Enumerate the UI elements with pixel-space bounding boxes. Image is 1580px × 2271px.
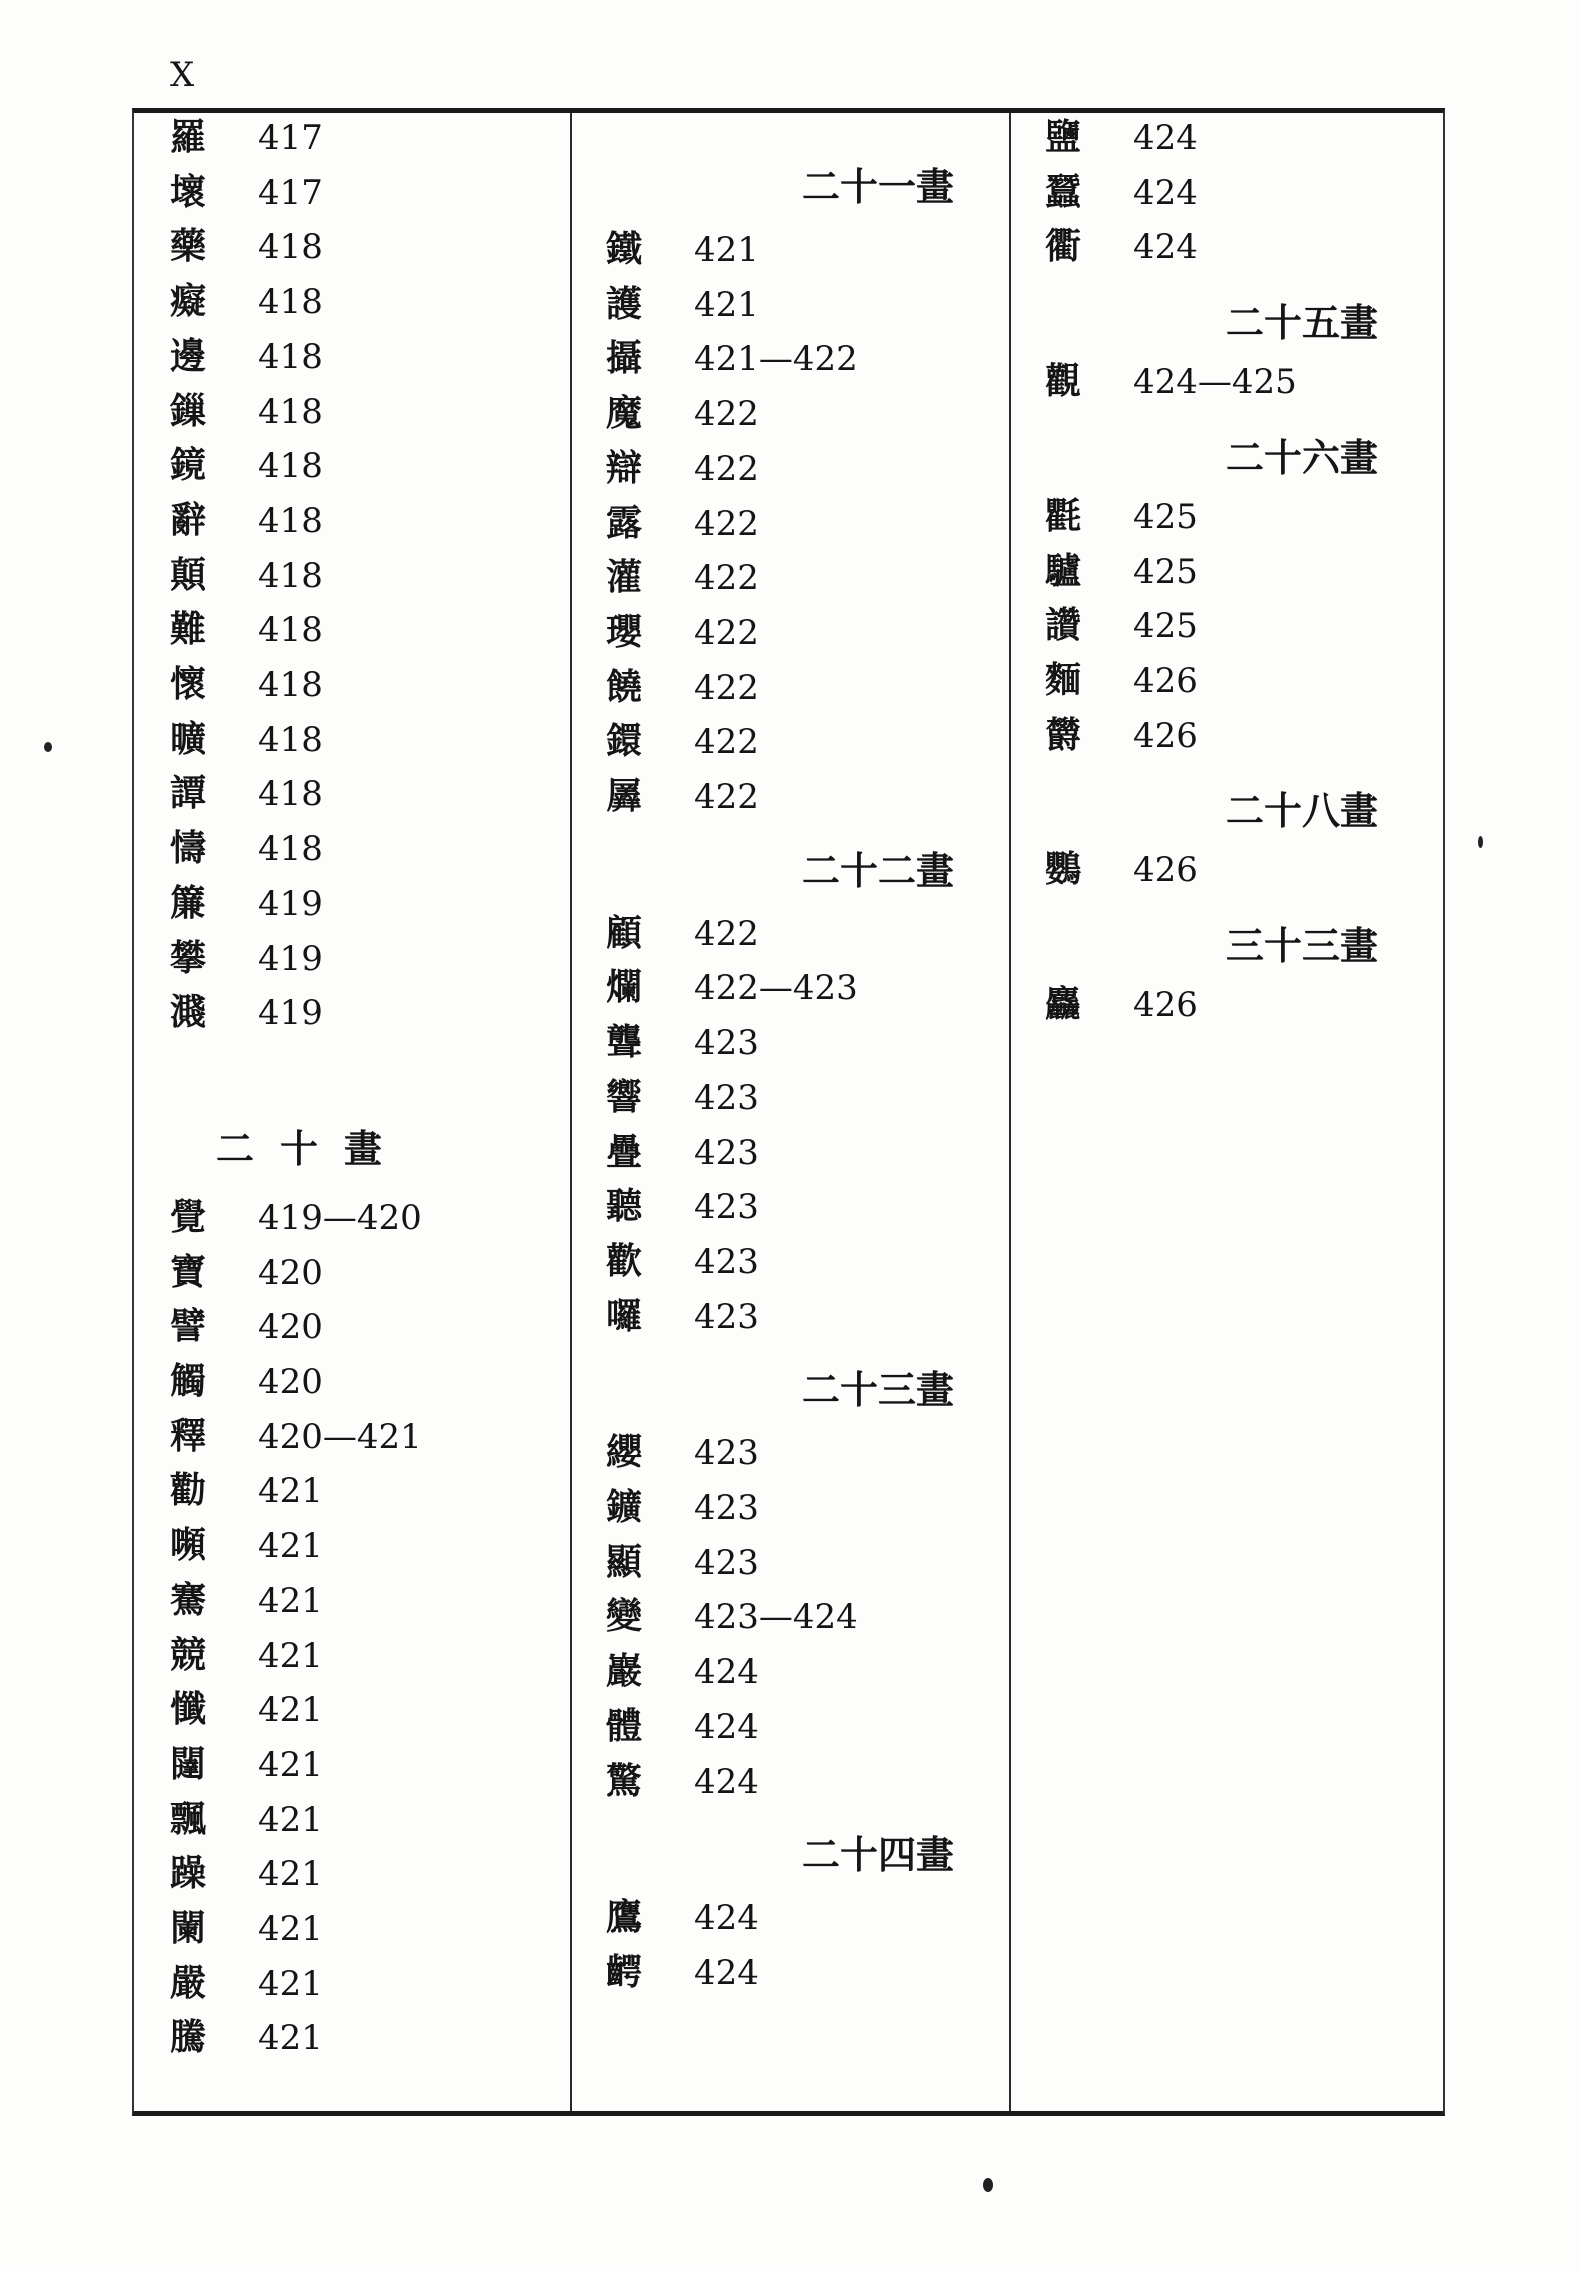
entry-pages: 418: [258, 336, 323, 377]
entry-character: 氍: [1045, 495, 1082, 537]
entry-pages: 422: [694, 558, 759, 599]
entry-pages: 424: [694, 1898, 759, 1939]
entry-pages: 418: [258, 500, 323, 541]
entry-character: 勸: [170, 1470, 207, 1512]
entry-character: 灌: [606, 557, 643, 599]
stroke-count-heading: 二十畫: [216, 1126, 409, 1171]
entry-character: 饒: [606, 666, 643, 708]
entry-pages: 418: [258, 610, 323, 651]
entry-character: 騫: [170, 1579, 207, 1621]
entry-character: 聾: [606, 1022, 643, 1064]
entry-character: 羅: [170, 117, 207, 158]
entry-character: 齶: [606, 1951, 643, 1993]
stroke-count-heading: 二十六畫: [1226, 435, 1379, 480]
entry-pages: 424: [694, 1706, 759, 1747]
entry-character: 覺: [170, 1196, 207, 1238]
entry-character: 難: [170, 609, 207, 651]
entry-character: 讚: [1045, 605, 1082, 647]
entry-pages: 421: [258, 1690, 323, 1731]
entry-character: 纓: [606, 1432, 643, 1474]
entry-pages: 424: [1133, 172, 1198, 213]
entry-pages: 422: [694, 394, 759, 435]
entry-pages: 423: [694, 1077, 759, 1118]
ink-speck: [983, 2178, 993, 2192]
entry-character: 鐵: [606, 229, 643, 270]
entry-pages: 421: [258, 1799, 323, 1840]
entry-character: 鹽: [1045, 117, 1082, 158]
entry-character: 驢: [1045, 550, 1082, 592]
entry-character: 顧: [606, 912, 643, 954]
entry-character: 闌: [170, 1908, 207, 1949]
entry-pages: 421—422: [694, 339, 858, 380]
entry-character: 顛: [170, 554, 207, 596]
entry-pages: 421: [258, 2018, 323, 2059]
entry-character: 曠: [170, 718, 207, 760]
entry-pages: 421: [258, 1854, 323, 1895]
page-marker: X: [170, 55, 195, 95]
entry-pages: 421: [694, 230, 759, 270]
entry-pages: 420: [258, 1252, 323, 1293]
entry-pages: 421: [258, 1963, 323, 2004]
index-table: [132, 108, 1445, 2116]
entry-character: 鏁: [170, 390, 207, 432]
stroke-count-heading: 二十五畫: [1226, 301, 1379, 346]
entry-character: 壞: [170, 171, 207, 213]
entry-character: 觸: [170, 1361, 207, 1402]
entry-character: 歡: [606, 1240, 643, 1282]
ink-speck: [1478, 836, 1483, 848]
entry-pages: 422: [694, 913, 759, 954]
entry-pages: 418: [258, 227, 323, 268]
stroke-count-heading: 二十四畫: [802, 1833, 955, 1878]
entry-pages: 421: [258, 1580, 323, 1621]
entry-character: 魔: [606, 393, 643, 435]
entry-pages: 423: [694, 1132, 759, 1173]
entry-pages: 421: [258, 1526, 323, 1567]
entry-pages: 425: [1133, 606, 1198, 647]
entry-character: 麵: [1045, 659, 1082, 701]
entry-character: 巖: [606, 1651, 643, 1693]
entry-pages: 424: [694, 1652, 759, 1693]
stroke-count-heading: 二十一畫: [802, 165, 955, 209]
entry-pages: 423: [694, 1488, 759, 1528]
stroke-count-heading: 二十二畫: [802, 848, 955, 893]
entry-character: 鸚: [1045, 849, 1082, 891]
entry-character: 欝: [1045, 714, 1082, 756]
entry-pages: 423: [694, 1241, 759, 1282]
entry-pages: 420: [258, 1307, 323, 1348]
entry-character: 鷹: [606, 1897, 643, 1939]
entry-character: 體: [606, 1705, 643, 1747]
entry-character: 露: [606, 502, 643, 544]
entry-pages: 422: [694, 612, 759, 653]
entry-character: 衢: [1045, 226, 1082, 268]
entry-pages: 423: [694, 1542, 759, 1583]
entry-pages: 419—420: [258, 1197, 422, 1238]
entry-character: 癡: [170, 281, 207, 323]
entry-pages: 422: [694, 777, 759, 817]
entry-pages: 418: [258, 391, 323, 432]
entry-character: 簾: [170, 882, 207, 924]
entry-character: 攀: [170, 937, 207, 979]
entry-pages: 425: [1133, 551, 1198, 592]
entry-pages: 418: [258, 719, 323, 760]
entry-character: 辯: [606, 447, 643, 489]
entry-pages: 424: [1133, 118, 1198, 158]
entry-pages: 421: [694, 284, 759, 325]
stroke-count-heading: 二十八畫: [1226, 789, 1379, 834]
entry-character: 羼: [606, 776, 643, 817]
entry-character: 邊: [170, 335, 207, 377]
entry-pages: 423—424: [694, 1597, 858, 1638]
entry-pages: 426: [1133, 850, 1198, 891]
entry-character: 疊: [606, 1131, 643, 1173]
entry-pages: 423: [694, 1023, 759, 1064]
entry-character: 譚: [170, 773, 207, 815]
entry-character: 藥: [170, 226, 207, 268]
entry-pages: 426: [1133, 660, 1198, 701]
entry-character: 觀: [1045, 361, 1082, 403]
entry-character: 響: [606, 1076, 643, 1118]
entry-character: 闥: [170, 1743, 207, 1785]
entry-pages: 417: [258, 118, 323, 158]
entry-character: 顯: [606, 1541, 643, 1583]
entry-character: 蠶: [1045, 171, 1082, 213]
entry-character: 驚: [606, 1760, 643, 1802]
entry-character: 懷: [170, 664, 207, 705]
stroke-count-heading: 二十三畫: [802, 1368, 955, 1413]
entry-pages: 418: [258, 774, 323, 815]
column-divider-1: [570, 113, 572, 2111]
entry-pages: 424: [1133, 227, 1198, 268]
entry-character: 攝: [606, 338, 643, 380]
entry-character: 寶: [170, 1251, 207, 1293]
entry-character: 變: [606, 1596, 643, 1638]
entry-pages: 423: [694, 1433, 759, 1474]
entry-character: 競: [170, 1634, 207, 1676]
entry-pages: 421: [258, 1744, 323, 1785]
entry-pages: 421: [258, 1909, 323, 1949]
entry-character: 護: [606, 283, 643, 325]
column-divider-2: [1009, 113, 1011, 2111]
entry-character: 騰: [170, 2017, 207, 2059]
entry-pages: 421: [258, 1471, 323, 1512]
entry-pages: 418: [258, 555, 323, 596]
entry-pages: 419: [258, 938, 323, 979]
entry-pages: 426: [1133, 985, 1198, 1025]
entry-character: 懤: [170, 828, 207, 870]
entry-character: 嚬: [170, 1525, 207, 1567]
entry-character: 爛: [606, 967, 643, 1009]
entry-character: 聽: [606, 1186, 643, 1228]
entry-pages: 422: [694, 503, 759, 544]
entry-pages: 424—425: [1133, 362, 1297, 403]
entry-character: 躁: [170, 1853, 207, 1895]
entry-character: 鐶: [606, 721, 643, 763]
entry-pages: 418: [258, 665, 323, 705]
entry-pages: 418: [258, 282, 323, 323]
entry-character: 譬: [170, 1306, 207, 1348]
entry-character: 鏡: [170, 445, 207, 487]
entry-pages: 418: [258, 446, 323, 487]
entry-character: 鑛: [606, 1487, 643, 1528]
entry-pages: 424: [694, 1952, 759, 1993]
ink-speck: [44, 742, 52, 752]
entry-pages: 422: [694, 722, 759, 763]
stroke-count-heading: 三十三畫: [1226, 924, 1379, 968]
entry-pages: 420—421: [258, 1416, 422, 1457]
entry-character: 辭: [170, 499, 207, 541]
entry-pages: 422: [694, 667, 759, 708]
entry-pages: 425: [1133, 496, 1198, 537]
entry-pages: 423: [694, 1296, 759, 1337]
entry-pages: 424: [694, 1761, 759, 1802]
entry-pages: 419: [258, 993, 323, 1034]
entry-character: 囉: [606, 1295, 643, 1337]
entry-character: 瓔: [606, 611, 643, 653]
entry-pages: 417: [258, 172, 323, 213]
entry-character: 麤: [1045, 984, 1082, 1025]
entry-pages: 420: [258, 1362, 323, 1402]
entry-character: 懺: [170, 1689, 207, 1731]
entry-pages: 423: [694, 1187, 759, 1228]
entry-character: 嚴: [170, 1962, 207, 2004]
entry-character: 濺: [170, 992, 207, 1034]
entry-pages: 426: [1133, 715, 1198, 756]
entry-character: 飄: [170, 1798, 207, 1840]
entry-pages: 419: [258, 883, 323, 924]
entry-pages: 418: [258, 829, 323, 870]
entry-pages: 422—423: [694, 968, 858, 1009]
entry-pages: 422: [694, 448, 759, 489]
entry-character: 釋: [170, 1415, 207, 1457]
entry-pages: 421: [258, 1635, 323, 1676]
